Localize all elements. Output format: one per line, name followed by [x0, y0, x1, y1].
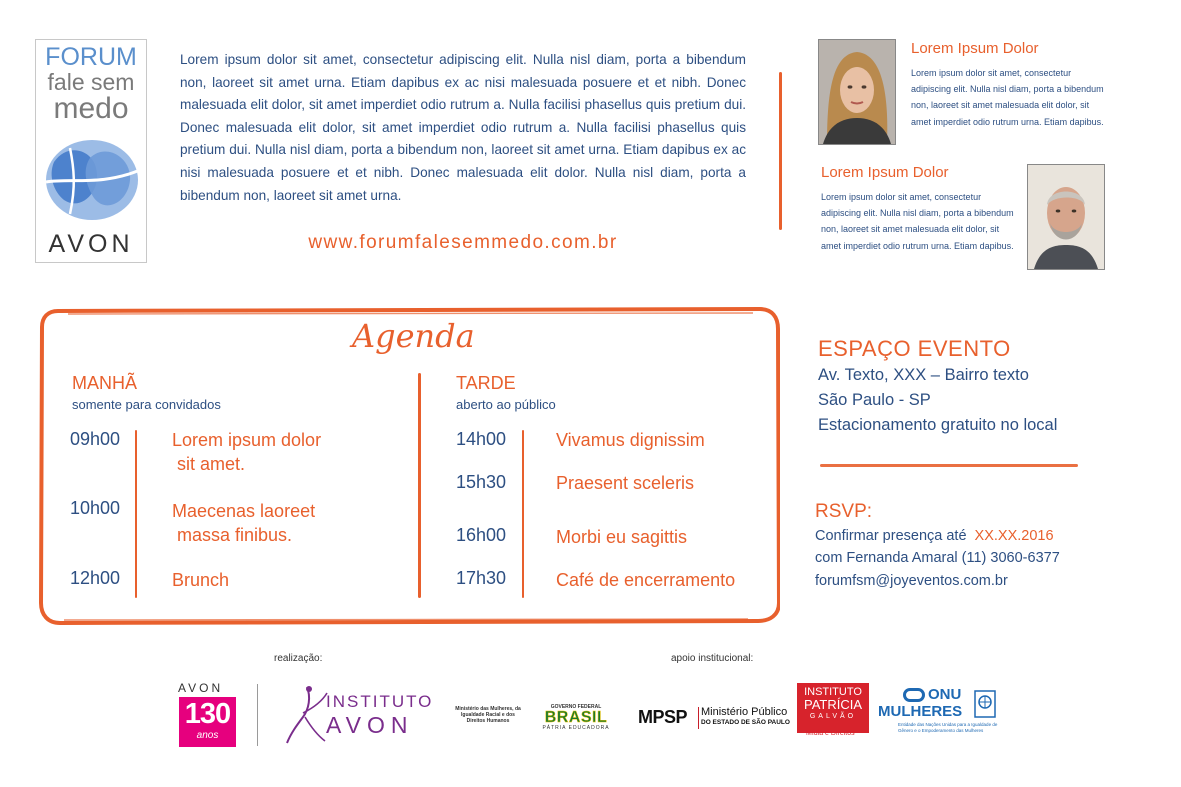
speaker-2-name: Lorem Ipsum Dolor	[821, 164, 949, 181]
rsvp-contact: com Fernanda Amaral (11) 3060-6377	[815, 550, 1060, 566]
agenda-title: Agenda	[352, 317, 475, 355]
evento-underline-stroke	[820, 464, 1078, 467]
afternoon-title: TARDE	[456, 373, 516, 393]
afternoon-subtitle: aberto ao público	[456, 397, 556, 412]
speaker-2-bio: Lorem ipsum dolor sit amet, consectetur adipiscing elit. Nulla nisl diam, porta a bibendum non, laoreet sit amet malesuada elit dolor, sit amet imperdiet odio rutrum urna. Etiam dapibus.	[821, 192, 1014, 251]
footer-divider	[257, 684, 258, 746]
afternoon-activity-1: Vivamus dignissim	[556, 430, 705, 450]
ipg-line2: PATRÍCIA	[803, 697, 863, 712]
morning-time-divider	[135, 430, 137, 598]
avon-130-anos: anos	[196, 730, 219, 741]
rsvp-email[interactable]: forumfsm@joyeventos.com.br	[815, 573, 1008, 589]
afternoon-time-3: 16h00	[456, 525, 507, 545]
morning-activity-2-line1: Maecenas laoreet	[172, 501, 316, 521]
ministerio-mulheres-text: Ministério das Mulheres, da Igualdade Racial e dos Direitos Humanos	[455, 706, 521, 724]
agenda-column-divider	[418, 373, 421, 598]
ipg-line3: GALVÃO	[809, 713, 857, 720]
divider-stroke	[779, 72, 782, 230]
mpsp-text: MPSP	[638, 707, 688, 727]
realizacao-label: realização:	[274, 653, 323, 664]
evento-parking: Estacionamento gratuito no local	[818, 416, 1058, 434]
ipg-tagline: Mídia e Direitos	[806, 730, 855, 737]
rsvp-title: RSVP:	[815, 501, 873, 522]
mp-line2: DO ESTADO DE SÃO PAULO	[701, 719, 790, 726]
morning-activity-1-line2: sit amet.	[172, 454, 246, 474]
governo-federal-text: GOVERNO FEDERAL	[550, 704, 602, 710]
avon-130-badge	[179, 697, 236, 747]
logo-avon: AVON	[48, 230, 134, 258]
afternoon-activity-2: Praesent sceleris	[556, 473, 695, 493]
patria-educadora-text: PÁTRIA EDUCADORA	[542, 725, 610, 731]
morning-activity-2-line2: massa finibus.	[172, 525, 293, 545]
speaker-photo-woman	[818, 39, 896, 145]
evento-title: ESPAÇO EVENTO	[818, 336, 1011, 361]
logo-line-fale-sem: fale sem	[47, 69, 135, 95]
afternoon-activity-4: Café de encerramento	[556, 570, 736, 590]
website-link[interactable]: www.forumfalesemmedo.com.br	[308, 232, 618, 253]
mpsp-divider	[698, 707, 699, 729]
evento-city: São Paulo - SP	[818, 391, 931, 409]
logo-line-medo: medo	[53, 92, 129, 125]
afternoon-time-divider	[522, 430, 524, 598]
logo-line-forum: FORUM	[45, 43, 137, 71]
morning-subtitle: somente para convidados	[72, 397, 221, 412]
morning-activity-3: Brunch	[172, 570, 230, 590]
afternoon-time-4: 17h30	[456, 568, 507, 588]
morning-activity-1	[172, 428, 321, 476]
evento-address: Av. Texto, XXX – Bairro texto	[818, 366, 1029, 384]
speaker-1-name: Lorem Ipsum Dolor	[911, 40, 1039, 57]
un-emblem-icon	[974, 690, 996, 718]
onu-symbol-icon	[903, 688, 925, 702]
onu-mulheres-small-text: Entidade das Nações Unidas para a Igualdade de Gênero e o Empoderamento das Mulheres	[898, 722, 998, 733]
hands-icon	[40, 128, 144, 228]
afternoon-activity-3: Morbi eu sagittis	[556, 527, 688, 547]
afternoon-time-2: 15h30	[456, 472, 507, 492]
morning-time-1: 09h00	[70, 429, 121, 449]
instituto-word: INSTITUTO	[326, 692, 434, 711]
afternoon-time-1: 14h00	[456, 429, 507, 449]
instituto-avon-word: AVON	[326, 712, 414, 738]
instituto-patricia-galvao-logo	[797, 683, 869, 733]
morning-time-2: 10h00	[70, 498, 121, 518]
rsvp-confirm: Confirmar presença até	[815, 528, 967, 544]
rsvp-confirm-line	[815, 528, 1054, 544]
morning-title: MANHÃ	[72, 373, 138, 393]
rsvp-date: XX.XX.2016	[974, 528, 1054, 544]
dancer-icon	[281, 683, 331, 747]
avon-130-wordmark: AVON	[178, 681, 224, 695]
mulheres-text: MULHERES	[878, 703, 963, 720]
morning-activity-1-line1: Lorem ipsum dolor	[172, 430, 322, 450]
avon-130-number: 130	[184, 698, 231, 730]
intro-paragraph: Lorem ipsum dolor sit amet, consectetur adipiscing elit. Nulla nisl diam, porta a bibendum non, laoreet sit amet urna. Etiam dapibus ex ac nisi malesuada posuere et et nibh. Donec malesuada elit dolor, sit amet imperdiet odio rutrum a. Nulla facilisi phasellus quis pretium dui. Donec malesuada elit dolor, sit amet imperdiet odio rutrum a. Nulla facilisi phasellus quis pretium dui. Nulla nisl diam, porta a bibendum non, laoreet sit amet urna. Etiam dapibus ex ac nisi malesuada posuere et et nibh. Donec malesuada elit dolor. Nulla nisl diam, porta a bibendum non, laoreet sit amet urna.	[180, 52, 746, 203]
forum-logo	[35, 39, 147, 263]
onu-text: ONU	[928, 686, 962, 703]
ipg-line1: INSTITUTO	[804, 686, 862, 698]
speaker-1-bio: Lorem ipsum dolor sit amet, consectetur adipiscing elit. Nulla nisl diam, porta a bibendum non, laoreet sit amet malesuada elit dolor, sit amet imperdiet odio rutrum urna. Etiam dapibus.	[911, 68, 1104, 127]
brasil-logo	[538, 704, 614, 730]
morning-time-3: 12h00	[70, 568, 121, 588]
brasil-text: BRASIL	[544, 709, 608, 726]
mpsp-logo	[638, 707, 687, 728]
apoio-label: apoio institucional:	[671, 653, 754, 664]
mp-line1: Ministério Público	[701, 706, 788, 718]
morning-activity-2	[172, 499, 315, 547]
speaker-photo-man	[1027, 164, 1105, 270]
